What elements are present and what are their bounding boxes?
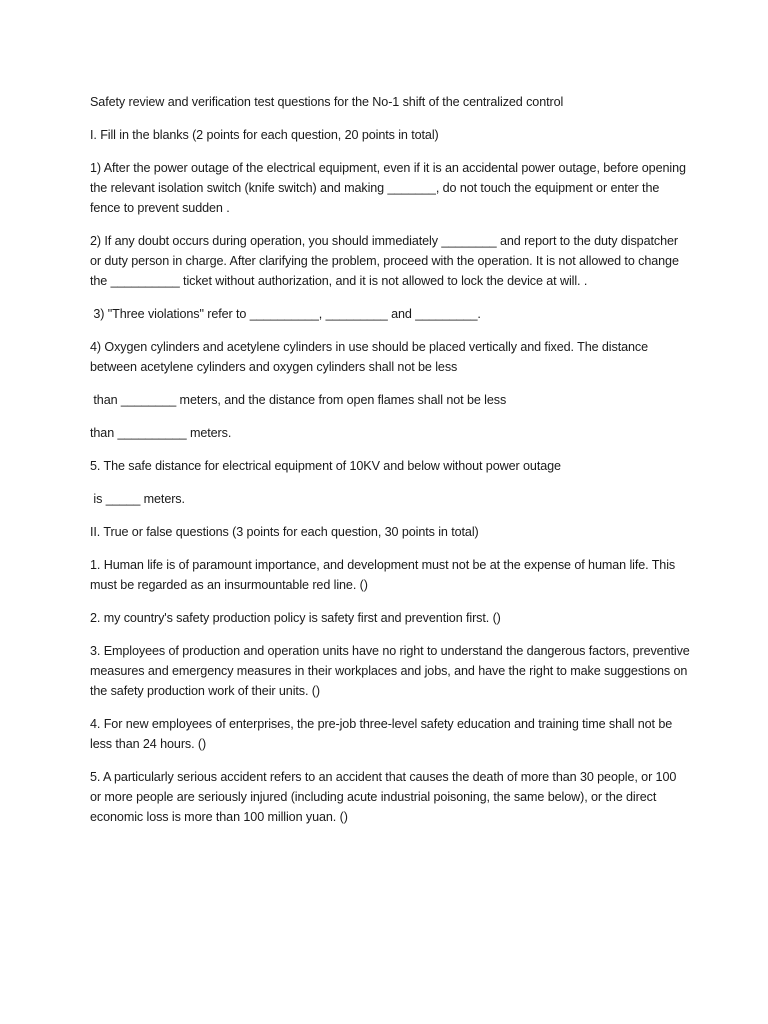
true-false-4: 4. For new employees of enterprises, the pre-job three-level safety education and training time shall not be less than 24 hours. () [90, 717, 676, 751]
question-5-part-1: 5. The safe distance for electrical equipment of 10KV and below without power outage [90, 459, 561, 473]
question-4-part-1: 4) Oxygen cylinders and acetylene cylinders in use should be placed vertically and fixed. The distance between acetylene cylinders and oxygen cylinders shall not be less [90, 340, 652, 374]
true-false-1: 1. Human life is of paramount importance, and development must not be at the expense of human life. This must be regarded as an insurmountable red line. () [90, 558, 679, 592]
section-1-heading: I. Fill in the blanks (2 points for each question, 20 points in total) [90, 128, 439, 142]
document-body [90, 92, 694, 840]
question-4-part-2: than ________ meters, and the distance from open flames shall not be less [90, 393, 507, 407]
question-1: 1) After the power outage of the electrical equipment, even if it is an accidental power outage, before opening the relevant isolation switch (knife switch) and making _______, do not touch the equipment or enter the fence to prevent sudden . [90, 161, 690, 215]
question-2: 2) If any doubt occurs during operation, you should immediately ________ and report to the duty dispatcher or duty person in charge. After clarifying the problem, proceed with the operation. It is not allowed to change the __________ ticket without authorization, and it is not allowed to lock the device at will. . [90, 234, 683, 288]
question-4-part-3: than __________ meters. [90, 426, 232, 440]
document-title: Safety review and verification test questions for the No-1 shift of the centralized control [90, 95, 564, 109]
section-2-heading: II. True or false questions (3 points for each question, 30 points in total) [90, 525, 479, 539]
question-5-part-2: is _____ meters. [90, 492, 185, 506]
true-false-5: 5. A particularly serious accident refers to an accident that causes the death of more than 30 people, or 100 or more people are seriously injured (including acute industrial poisoning, the same below), or the direct economic loss is more than 100 million yuan. () [90, 770, 680, 824]
true-false-3: 3. Employees of production and operation units have no right to understand the dangerous factors, preventive measures and emergency measures in their workplaces and jobs, and have the right to make suggestions on the safety production work of their units. () [90, 644, 694, 698]
question-3: 3) "Three violations" refer to __________, _________ and _________. [90, 307, 481, 321]
true-false-2: 2. my country's safety production policy is safety first and prevention first. () [90, 611, 501, 625]
